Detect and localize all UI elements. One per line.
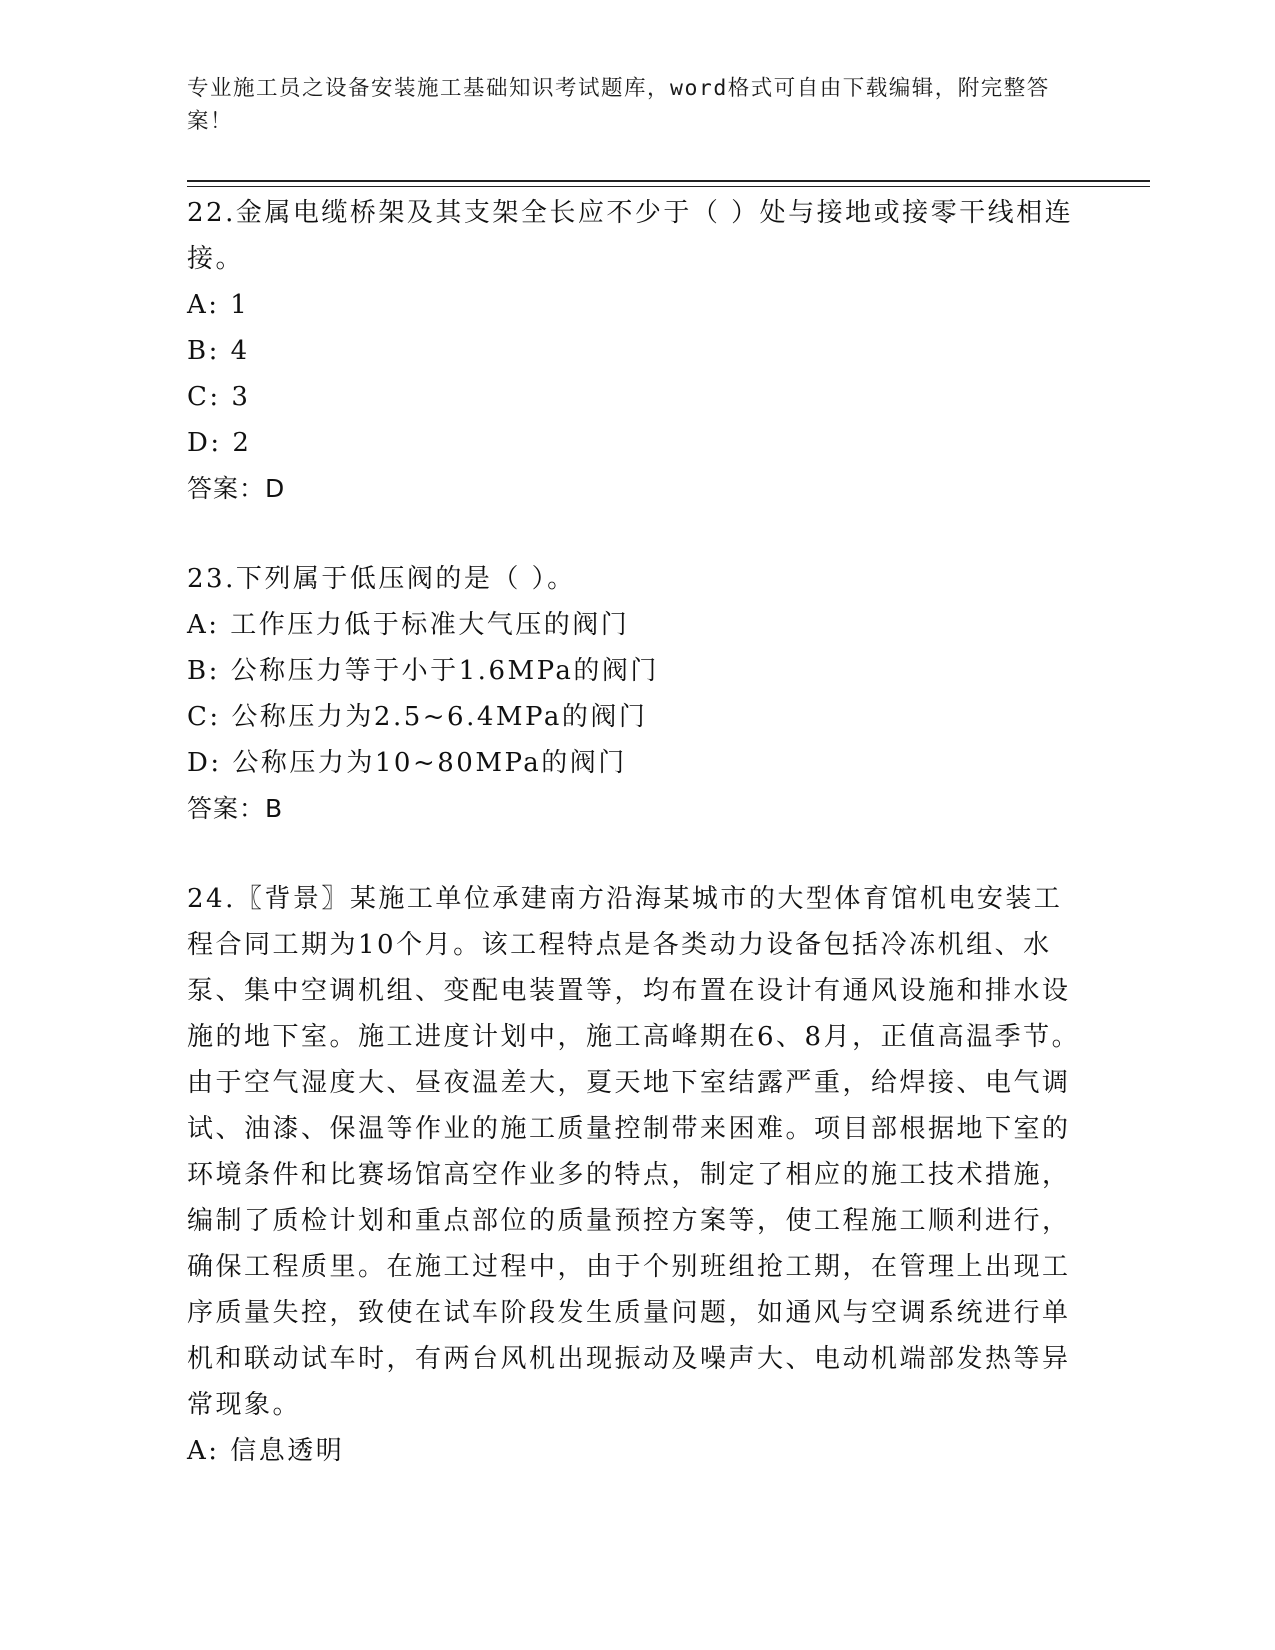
option-c: C: 公称压力为2.5~6.4MPa的阀门 <box>187 702 648 732</box>
option-b: B: 公称压力等于小于1.6MPa的阀门 <box>187 656 659 686</box>
question-22 <box>187 190 1087 512</box>
question-23 <box>187 556 1087 832</box>
option-d: D: 2 <box>187 428 252 458</box>
question-stem: 23.下列属于低压阀的是（ ）。 <box>187 564 576 594</box>
option-d: D: 公称压力为10~80MPa的阀门 <box>187 748 627 778</box>
header-rule-thick <box>187 180 1150 182</box>
option-a: A: 工作压力低于标准大气压的阀门 <box>187 610 630 640</box>
option-c: C: 3 <box>187 382 251 412</box>
header-rule-thin <box>187 186 1150 187</box>
question-stem: 24.〖背景〗某施工单位承建南方沿海某城市的大型体育馆机电安装工程合同工期为10个月。该工程特点是各类动力设备包括冷冻机组、水泵、集中空调机组、变配电装置等，均布置在设计有通风设施和排水设施的地下室。施工进度计划中，施工高峰期在6、8月，正值高温季节。由于空气湿度大、昼夜温差大，夏天地下室结露严重，给焊接、电气调试、油漆、保温等作业的施工质量控制带来困难。项目部根据地下室的环境条件和比赛场馆高空作业多的特点，制定了相应的施工技术措施，编制了质检计划和重点部位的质量预控方案等，使工程施工顺利进行，确保工程质里。在施工过程中，由于个别班组抢工期，在管理上出现工序质量失控，致使在试车阶段发生质量问题，如通风与空调系统进行单机和联动试车时，有两台风机出现振动及噪声大、电动机端部发热等异常现象。 <box>187 884 1081 1420</box>
document-header: 专业施工员之设备安装施工基础知识考试题库，word格式可自由下载编辑，附完整答案！ <box>187 76 1050 134</box>
option-b: B: 4 <box>187 336 250 366</box>
question-stem: 22.金属电缆桥架及其支架全长应不少于（ ）处与接地或接零干线相连接。 <box>187 198 1074 274</box>
question-list <box>187 190 1087 1474</box>
answer-label: 答案：D <box>187 474 286 503</box>
option-a: A: 1 <box>187 290 250 320</box>
answer-label: 答案：B <box>187 794 284 823</box>
question-24 <box>187 876 1087 1474</box>
option-a: A: 信息透明 <box>187 1436 345 1466</box>
